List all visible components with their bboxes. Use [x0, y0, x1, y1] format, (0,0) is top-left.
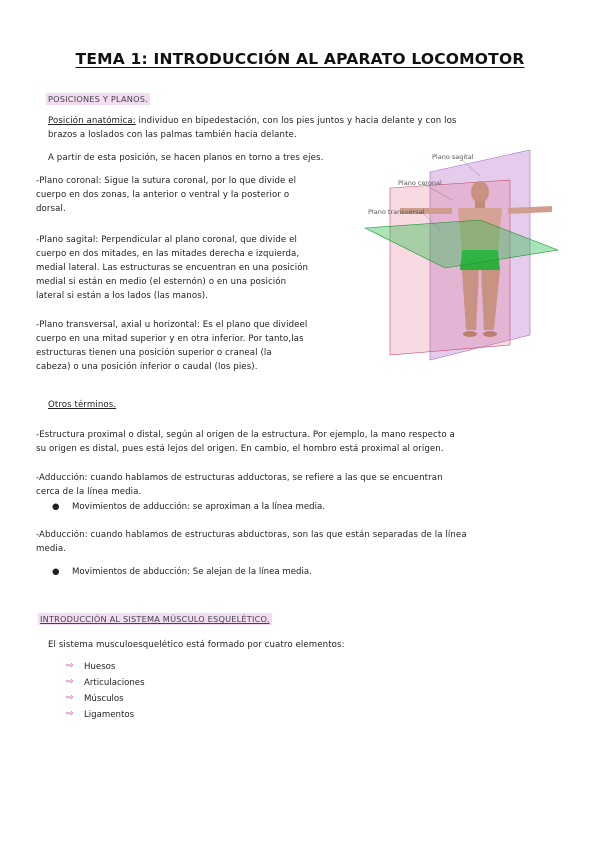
section-heading-otros-terminos: Otros términos.	[48, 400, 117, 410]
list-item	[66, 710, 266, 724]
arrow-right-icon: ⇨	[66, 677, 74, 687]
label-coronal-plane: Plano coronal	[398, 179, 442, 187]
arrow-right-icon: ⇨	[66, 709, 74, 719]
list-item	[66, 694, 266, 708]
sagittal-plane-line-1: -Plano sagital: Perpendicular al plano coronal, que divide el	[36, 235, 297, 245]
proximal-line-1: -Estructura proximal o distal, según al origen de la estructura. Por ejemplo, la mano respecto a	[36, 430, 455, 440]
list-item	[66, 678, 266, 692]
abduccion-line-1: -Abducción: cuando hablamos de estructuras abductoras, son las que están separadas de la línea	[36, 530, 467, 540]
anatomical-position-text-1: individuo en bipedestación, con los pies juntos y hacia delante y con los	[135, 116, 457, 126]
bullet-icon: ●	[52, 567, 60, 577]
list-item-label: Músculos	[84, 694, 124, 704]
axes-intro: A partir de esta posición, se hacen planos en torno a tres ejes.	[48, 153, 324, 163]
transverse-plane-line-1: -Plano transversal, axial u horizontal: Es el plano que divideel	[36, 320, 308, 330]
sagittal-plane-line-3: medial lateral. Las estructuras se encuentran en una posición	[36, 263, 309, 273]
proximal-line-2: su origen es distal, pues está lejos del origen. En cambio, el hombro está proximal al origen.	[36, 444, 444, 454]
coronal-plane-line-1: -Plano coronal: Sigue la sutura coronal, por lo que divide el	[36, 176, 297, 186]
anatomical-position-label: Posición anatómica:	[48, 116, 136, 126]
anatomical-position-paragraph	[48, 114, 548, 128]
page-title: TEMA 1: INTRODUCCIÓN AL APARATO LOCOMOTOR	[75, 50, 525, 68]
section-heading-sistema-musculo-esqueletico: INTRODUCCIÓN AL SISTEMA MÚSCULO ESQUELÉTICO.	[40, 614, 270, 624]
musculoskeletal-intro: El sistema musculoesquelético está formado por cuatro elementos:	[48, 640, 345, 650]
adduccion-bullet	[52, 502, 452, 516]
list-item	[66, 662, 266, 676]
list-item-label: Huesos	[84, 662, 116, 672]
anatomical-planes-figure	[360, 150, 560, 365]
label-transverse-plane: Plano transversal	[368, 208, 425, 216]
sagittal-plane-line-2: cuerpo en dos mitades, en las mitades derecha e izquierda,	[36, 249, 300, 259]
transverse-plane-line-2: cuerpo en una mitad superior y en otra inferior. Por tanto,las	[36, 334, 304, 344]
sagittal-plane-line-4: medial si están en medio (el esternón) o en una posición	[36, 277, 287, 287]
anatomical-position-text-2: brazos a loslados con las palmas también hacia delante.	[48, 130, 297, 140]
section-heading-posiciones: POSICIONES Y PLANOS.	[48, 94, 148, 104]
label-sagittal-plane: Plano sagital	[432, 153, 474, 161]
abduccion-bullet-text: Movimientos de abducción: Se alejan de la línea media.	[72, 567, 312, 577]
list-item-label: Articulaciones	[84, 678, 145, 688]
coronal-plane-line-3: dorsal.	[36, 204, 66, 214]
transverse-plane-line-3: estructuras tienen una posición superior o craneal (la	[36, 348, 272, 358]
adduccion-bullet-text: Movimientos de adducción: se aproximan a la línea media.	[72, 502, 325, 512]
sagittal-plane-line-5: lateral si están a los lados (las manos).	[36, 291, 209, 301]
arrow-right-icon: ⇨	[66, 661, 74, 671]
abduccion-line-2: media.	[36, 544, 67, 554]
abduccion-bullet	[52, 567, 452, 581]
list-item-label: Ligamentos	[84, 710, 135, 720]
bullet-icon: ●	[52, 502, 60, 512]
coronal-plane-line-2: cuerpo en dos zonas, la anterior o ventral y la posterior o	[36, 190, 290, 200]
transverse-plane-line-4: cabeza) o una posición inferior o caudal (los pies).	[36, 362, 258, 372]
arrow-right-icon: ⇨	[66, 693, 74, 703]
adduccion-line-1: -Adducción: cuando hablamos de estructuras adductoras, se refiere a las que se encuentran	[36, 473, 443, 483]
adduccion-line-2: cerca de la línea media.	[36, 487, 142, 497]
